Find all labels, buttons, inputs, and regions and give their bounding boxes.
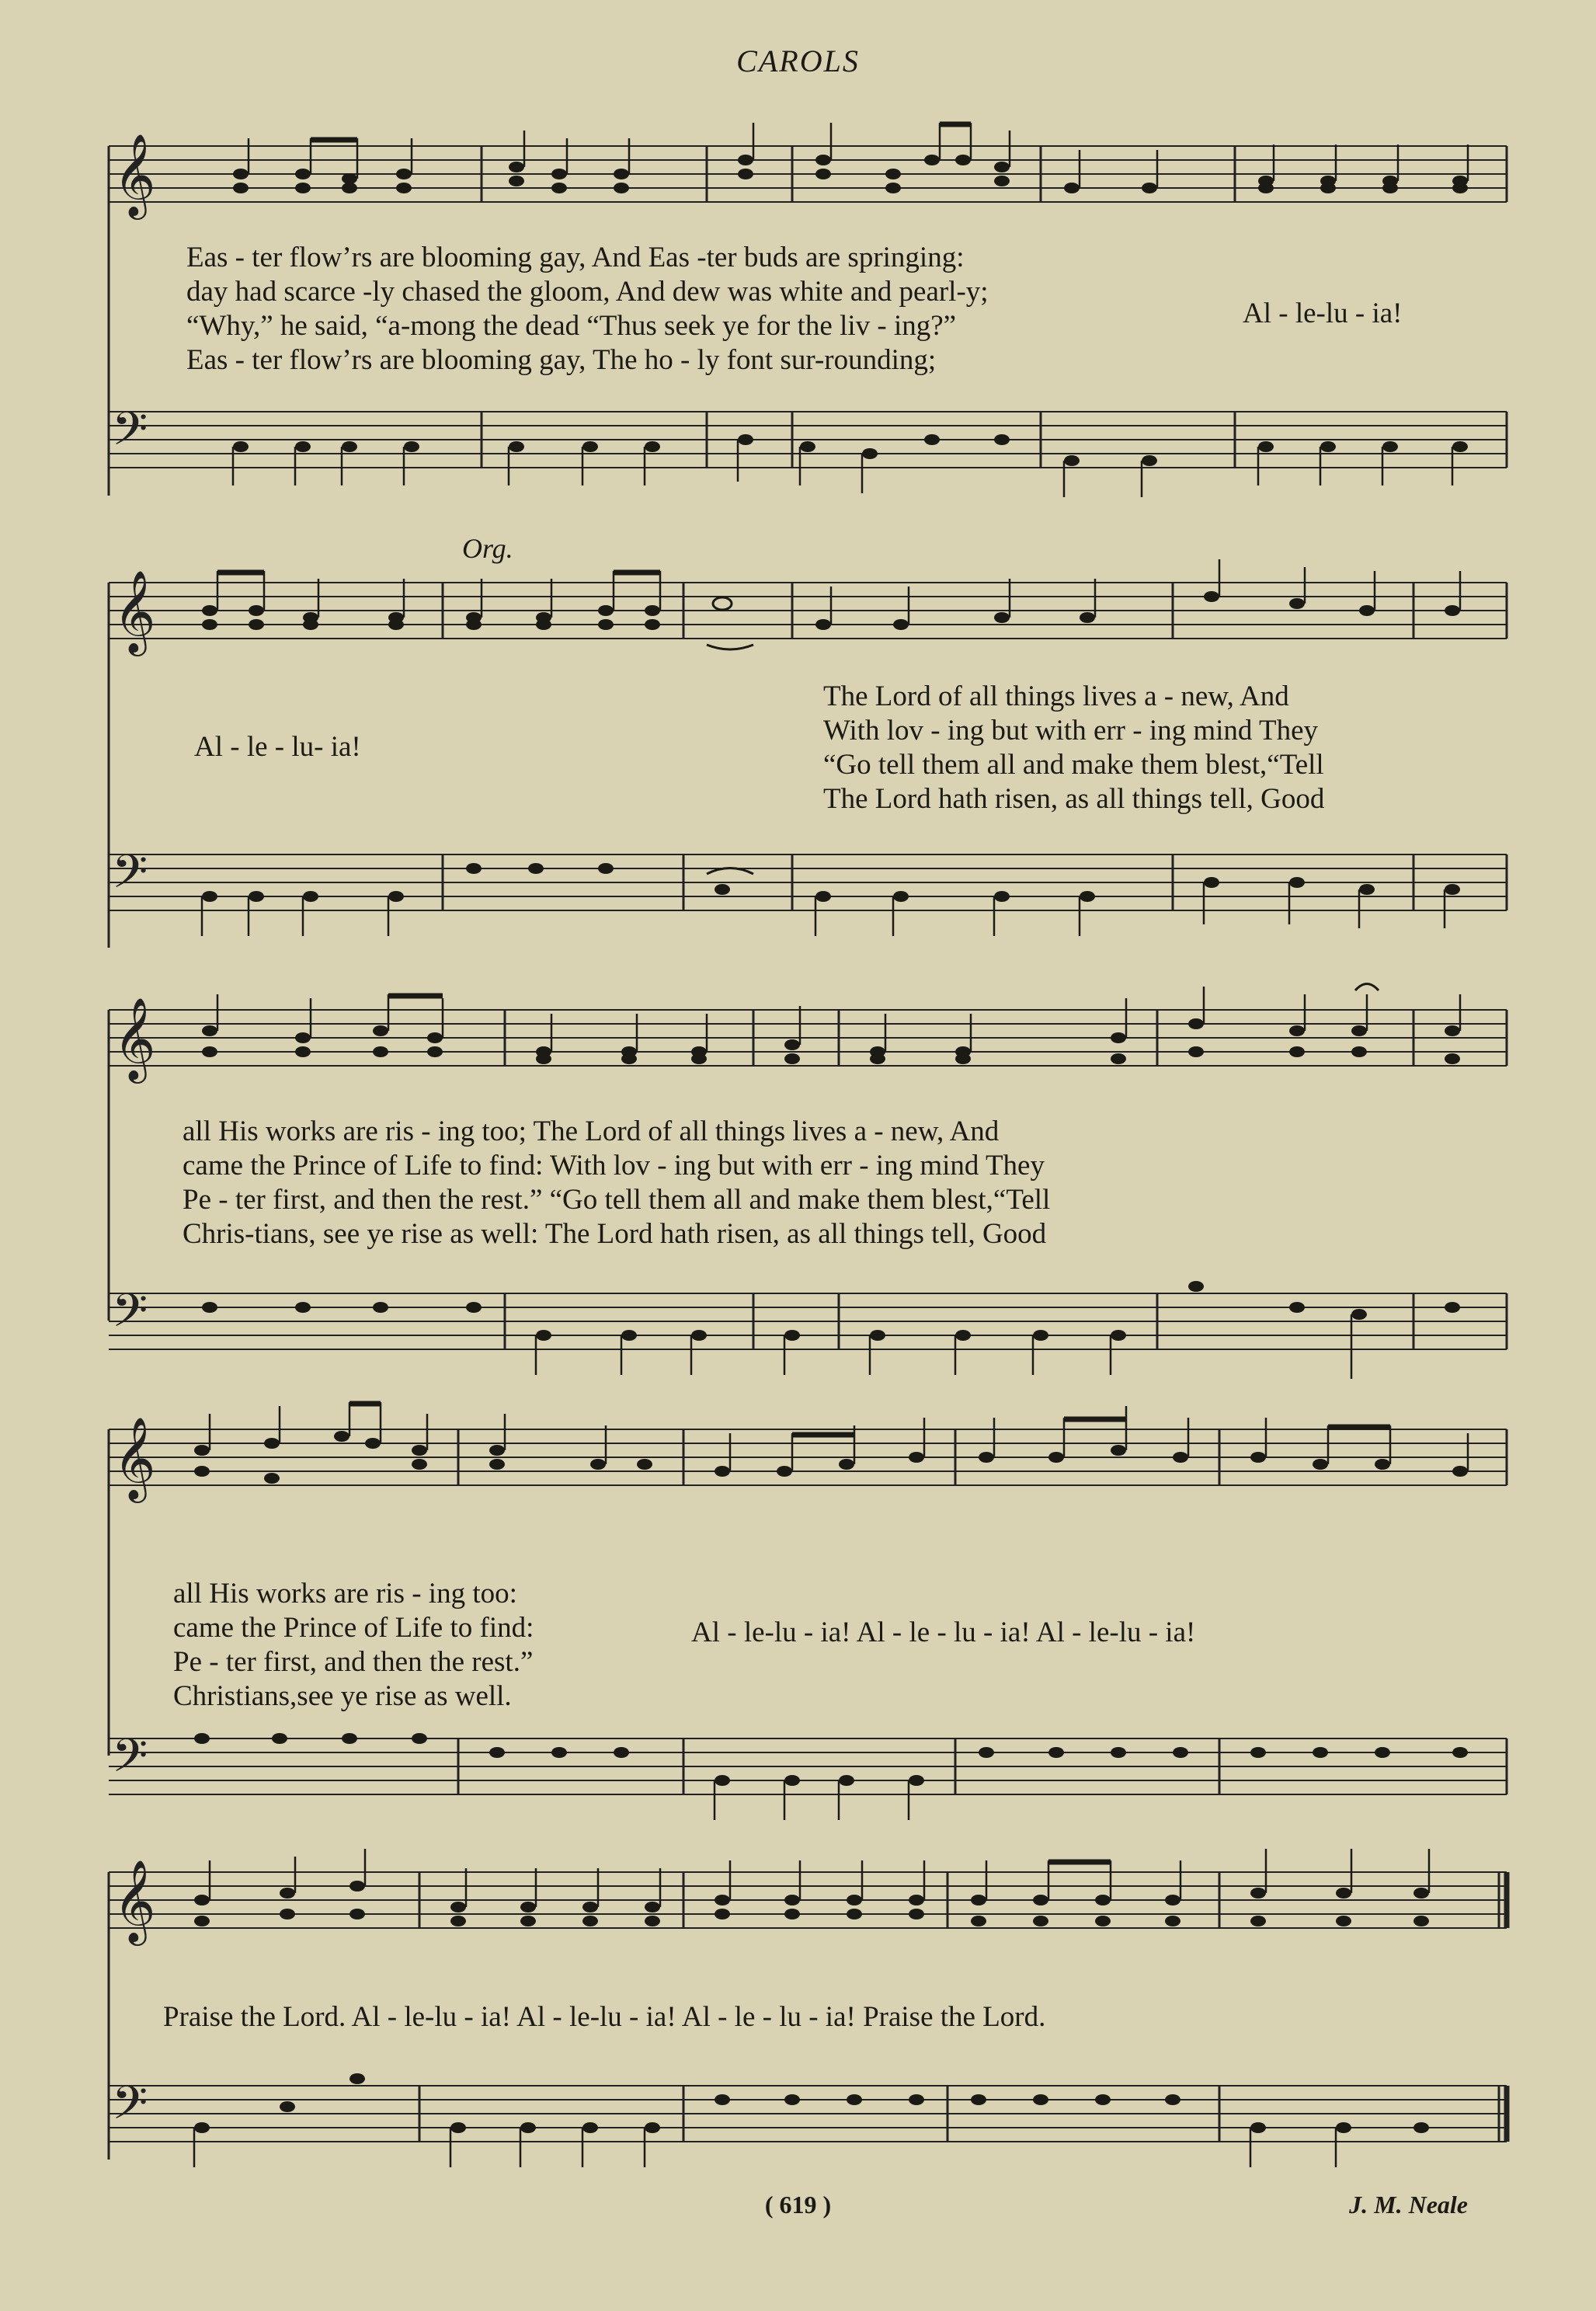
treble-clef-icon: 𝄞 xyxy=(113,133,156,216)
refrain-text: Al - le - lu- ia! xyxy=(194,731,361,763)
lyric-line-4: Eas - ter flow’rs are blooming gay, The ho - ly font sur-rounding; xyxy=(186,344,937,376)
treble-staff xyxy=(109,994,1507,1080)
treble-clef-icon: 𝄞 xyxy=(113,1859,156,1942)
music-system-5 xyxy=(109,1857,1507,2183)
music-system-2 xyxy=(109,533,1507,948)
lyric-line-3: “Why,” he said, “a-mong the dead “Thus seek ye for the liv - ing?” xyxy=(186,310,957,342)
stanza-lyrics xyxy=(186,241,989,378)
treble-staff-lines xyxy=(109,131,1507,216)
lyric-line-3: Pe - ter first, and then the rest.” “Go tell them all and make them blest,“Tell xyxy=(183,1184,1051,1216)
treble-staff xyxy=(109,131,1507,216)
lyric-line-4: The Lord hath risen, as all things tell, Good xyxy=(823,783,1325,815)
bass-clef-icon: 𝄢 xyxy=(112,844,148,910)
treble-staff xyxy=(109,1857,1507,1942)
bass-staff-lines xyxy=(109,844,1507,940)
music-system-3 xyxy=(109,994,1507,1367)
treble-staff-lines xyxy=(109,567,1507,653)
treble-staff xyxy=(109,1414,1507,1499)
bass-staff xyxy=(109,1728,1507,1824)
bass-staff-lines xyxy=(109,1728,1507,1824)
stanza-lyrics xyxy=(823,680,1324,816)
bass-staff xyxy=(109,2076,1507,2171)
refrain-text: Al - le-lu - ia! Al - le - lu - ia! Al - le-lu - ia! xyxy=(691,1617,1196,1648)
lyric-line-1: all His works are ris - ing too: xyxy=(173,1578,517,1610)
bass-staff-lines xyxy=(109,1283,1507,1379)
bass-clef-icon: 𝄢 xyxy=(112,402,148,467)
lyric-line-4: Christians,see ye rise as well. xyxy=(173,1680,512,1712)
bass-clef-icon: 𝄢 xyxy=(112,1283,148,1349)
bass-staff xyxy=(109,844,1507,940)
lyric-line-1: The Lord of all things lives a - new, And xyxy=(823,680,1289,712)
lyric-line-2: came the Prince of Life to find: xyxy=(173,1612,534,1644)
lyric-line-3: Pe - ter first, and then the rest.” xyxy=(173,1646,534,1678)
treble-clef-icon: 𝄞 xyxy=(113,569,156,653)
treble-clef-icon: 𝄞 xyxy=(113,1416,156,1499)
lyric-line-1: Eas - ter flow’rs are blooming gay, And Eas -ter buds are springing: xyxy=(186,242,965,273)
lyric-line-1: all His works are ris - ing too; The Lord of all things lives a - new, And xyxy=(183,1115,1000,1147)
organ-mark: Org. xyxy=(462,533,513,564)
treble-staff-lines xyxy=(109,1857,1507,1942)
music-system-1 xyxy=(109,117,1507,505)
treble-staff xyxy=(109,567,1507,653)
bass-staff-lines xyxy=(109,402,1507,497)
final-lyric-line: Praise the Lord. Al - le-lu - ia! Al - le-lu - ia! Al - le - lu - ia! Praise the Lord. xyxy=(163,2001,1046,2033)
treble-staff-lines xyxy=(109,994,1507,1080)
bass-clef-icon: 𝄢 xyxy=(112,1728,148,1794)
bass-staff xyxy=(109,402,1507,497)
lyric-line-2: came the Prince of Life to find: With lov - ing but with err - ing mind They xyxy=(183,1150,1045,1182)
stanza-lyrics xyxy=(183,1115,1050,1251)
treble-staff-lines xyxy=(109,1414,1507,1499)
lyric-line-3: “Go tell them all and make them blest,“Tell xyxy=(823,749,1324,781)
music-system-4 xyxy=(109,1414,1507,1802)
refrain-text: Al - le-lu - ia! xyxy=(1243,298,1403,329)
bass-clef-icon: 𝄢 xyxy=(112,2076,148,2141)
lyric-line-4: Chris-tians, see ye rise as well: The Lord hath risen, as all things tell, Good xyxy=(183,1218,1047,1250)
page-number: ( 619 ) xyxy=(764,2191,832,2219)
bass-staff xyxy=(109,1283,1507,1379)
stanza-lyrics xyxy=(173,1577,534,1714)
page-header: CAROLS xyxy=(736,44,860,78)
bass-staff-lines xyxy=(109,2076,1507,2171)
lyric-line-2: With lov - ing but with err - ing mind They xyxy=(823,715,1319,747)
treble-clef-icon: 𝄞 xyxy=(113,997,156,1080)
lyric-line-2: day had scarce -ly chased the gloom, And dew was white and pearl-y; xyxy=(186,276,989,308)
author-credit: J. M. Neale xyxy=(1349,2191,1468,2219)
